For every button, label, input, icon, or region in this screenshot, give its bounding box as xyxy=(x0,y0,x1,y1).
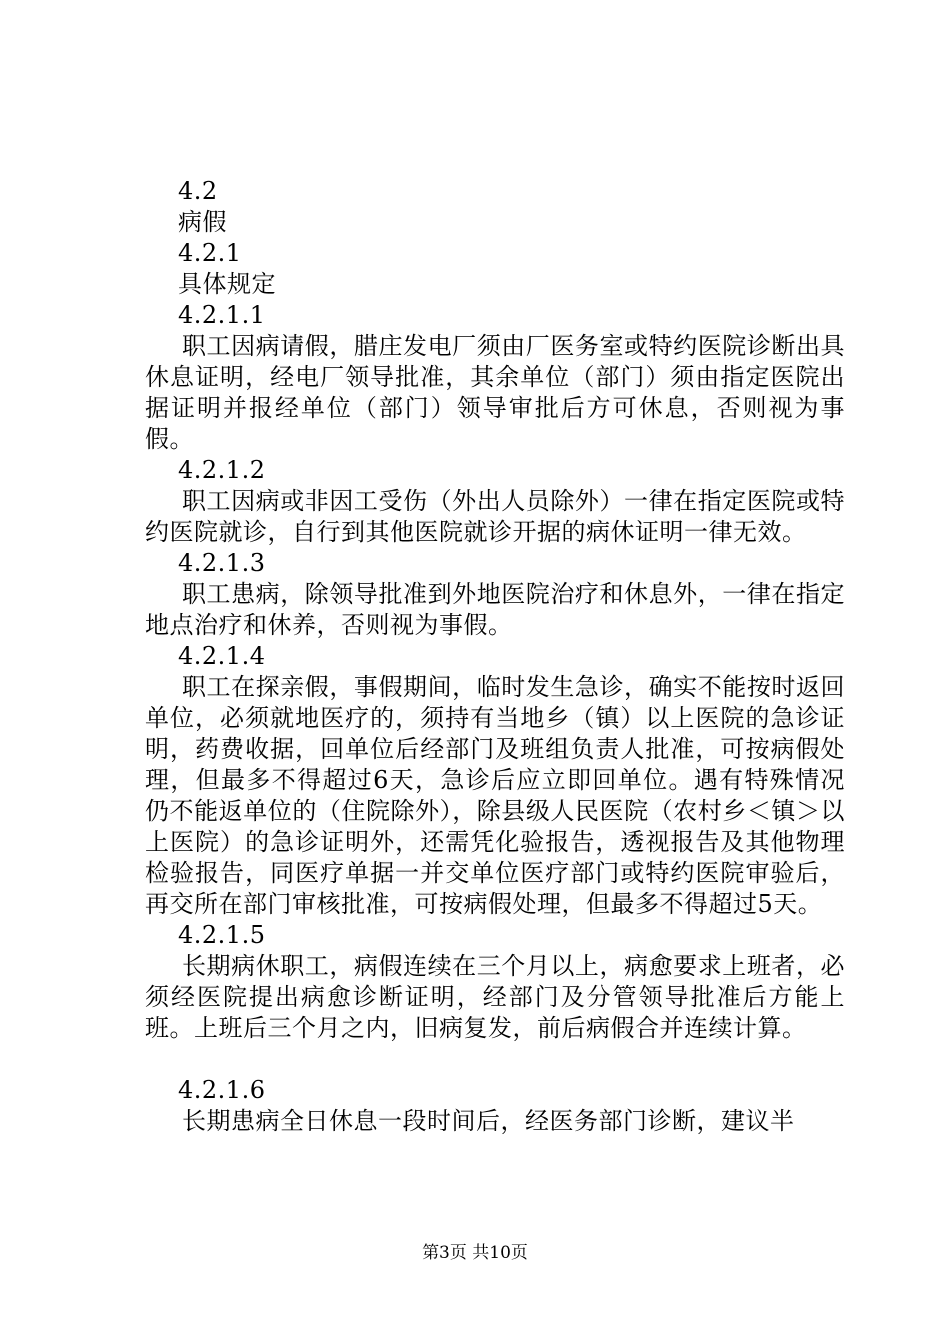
item-paragraph: 职工因病请假，腊庄发电厂须由厂医务室或特约医院诊断出具休息证明，经电厂领导批准，其余单位（部门）须由指定医院出据证明并报经单位（部门）领导审批后方可休息，否则视为事假。 xyxy=(145,332,845,453)
item-number: 4.2.1.1 xyxy=(178,301,266,329)
paragraph-spacer xyxy=(145,1044,845,1075)
item-paragraph: 职工因病或非因工受伤（外出人员除外）一律在指定医院或特约医院就诊，自行到其他医院就诊开据的病休证明一律无效。 xyxy=(145,487,845,546)
section-title: 病假 xyxy=(178,208,227,236)
item-paragraph: 长期病休职工，病假连续在三个月以上，病愈要求上班者，必须经医院提出病愈诊断证明，经部门及分管领导批准后方能上班。上班后三个月之内，旧病复发，前后病假合并连续计算。 xyxy=(145,952,845,1042)
item-number: 4.2.1.4 xyxy=(178,642,266,670)
item-paragraph: 职工患病，除领导批准到外地医院治疗和休息外，一律在指定地点治疗和休养，否则视为事假。 xyxy=(145,580,845,639)
item-number: 4.2.1.5 xyxy=(178,921,266,949)
page-footer: 第3页 共10页 xyxy=(422,1243,528,1263)
section-number: 4.2 xyxy=(178,177,218,205)
item-paragraph: 长期患病全日休息一段时间后，经医务部门诊断，建议半 xyxy=(182,1107,795,1135)
document-body xyxy=(145,176,845,1137)
item-number: 4.2.1.3 xyxy=(178,549,266,577)
item-number: 4.2.1.2 xyxy=(178,456,266,484)
item-paragraph: 职工在探亲假，事假期间，临时发生急诊，确实不能按时返回单位，必须就地医疗的，须持有当地乡（镇）以上医院的急诊证明，药费收据，回单位后经部门及班组负责人批准，可按病假处理，但最多不得超过6天，急诊后应立即回单位。遇有特殊情况仍不能返单位的（住院除外），除县级人民医院（农村乡＜镇＞以上医院）的急诊证明外，还需凭化验报告，透视报告及其他物理检验报告，同医疗单据一并交单位医疗部门或特约医院审验后，再交所在部门审核批准，可按病假处理，但最多不得超过5天。 xyxy=(145,673,845,918)
item-number: 4.2.1.6 xyxy=(178,1076,266,1104)
subsection-title: 具体规定 xyxy=(178,270,276,298)
subsection-number: 4.2.1 xyxy=(178,239,242,267)
